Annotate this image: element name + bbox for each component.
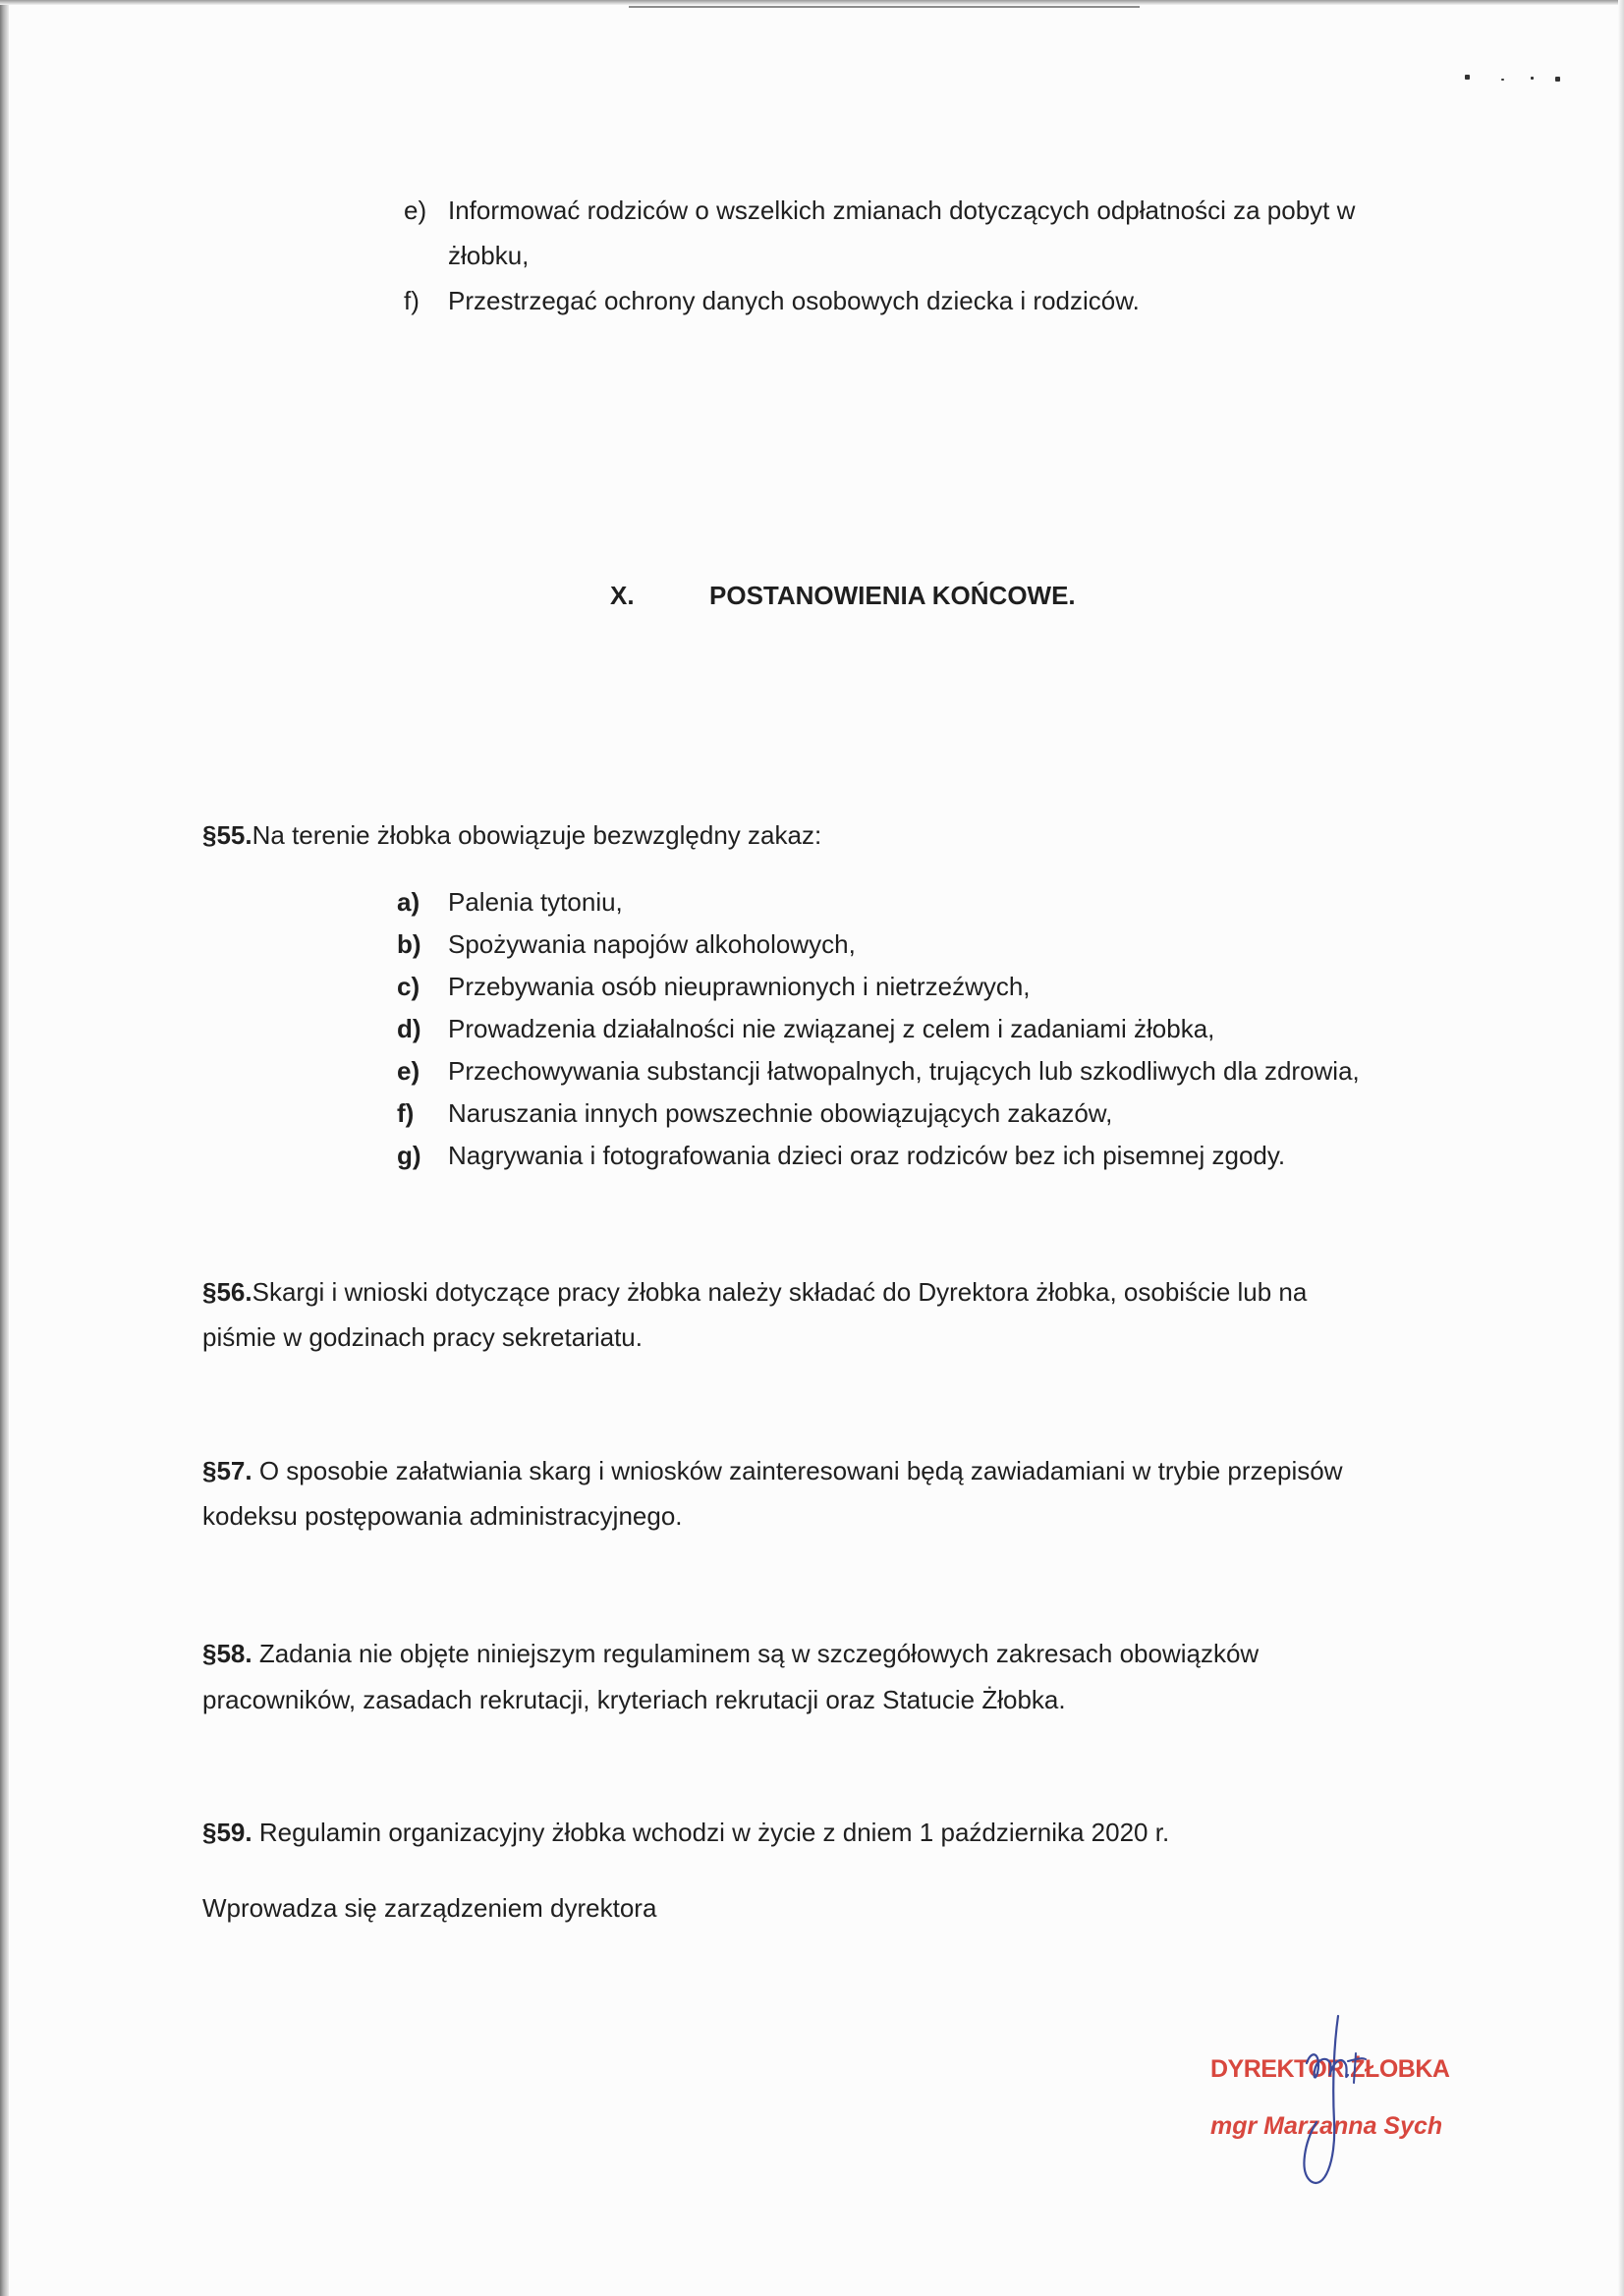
handwritten-signature — [1208, 2004, 1434, 2201]
paragraph-text: pracowników, zasadach rekrutacji, kryteriach rekrutacji oraz Statucie Żłobka. — [202, 1685, 1066, 1714]
list-item-text: Palenia tytoniu, — [448, 887, 623, 917]
paragraph-55-line — [202, 817, 821, 853]
list-marker: f) — [397, 1098, 415, 1128]
list-marker: b) — [397, 929, 421, 959]
paragraph-text: kodeksu postępowania administracyjnego. — [202, 1501, 683, 1531]
scan-line-top — [629, 6, 1140, 8]
paragraph-59-line — [202, 1815, 1169, 1850]
paragraph-text: Regulamin organizacyjny żłobka wchodzi w życie z dniem 1 października 2020 r. — [252, 1818, 1170, 1847]
paragraph-text: Zadania nie objęte niniejszym regulaminem są w szczegółowych zakresach obowiązków — [252, 1639, 1260, 1668]
paragraph-number: §59. — [202, 1818, 252, 1847]
scan-speck — [1555, 77, 1560, 82]
paragraph-text: Na terenie żłobka obowiązuje bezwzględny zakaz: — [252, 820, 822, 850]
paragraph-57-line — [202, 1453, 1342, 1488]
list-item-text: żłobku, — [448, 241, 530, 270]
list-item-text: Spożywania napojów alkoholowych, — [448, 929, 856, 959]
section-title: POSTANOWIENIA KOŃCOWE. — [709, 581, 1076, 610]
scan-speck — [1465, 75, 1470, 80]
list-marker: g) — [397, 1141, 421, 1170]
list-item-text: Naruszania innych powszechnie obowiązujących zakazów, — [448, 1098, 1113, 1128]
scan-edge-right — [1618, 0, 1624, 2296]
list-item-text: Przebywania osób nieuprawnionych i nietrzeźwych, — [448, 972, 1031, 1001]
paragraph-58-line — [202, 1636, 1259, 1671]
paragraph-number: §55. — [202, 820, 252, 850]
paragraph-text: O sposobie załatwiania skarg i wniosków zainteresowani będą zawiadamiani w trybie przepisów — [252, 1456, 1343, 1485]
scan-speck — [1501, 79, 1504, 81]
list-item-text: Informować rodziców o wszelkich zmianach dotyczących odpłatności za pobyt w — [448, 196, 1356, 225]
list-item-text: Przechowywania substancji łatwopalnych, trujących lub szkodliwych dla zdrowia, — [448, 1056, 1360, 1086]
list-item-text: Prowadzenia działalności nie związanej z celem i zadaniami żłobka, — [448, 1014, 1215, 1043]
section-number: X. — [610, 581, 635, 610]
list-marker: c) — [397, 972, 420, 1001]
paragraph-text: Skargi i wnioski dotyczące pracy żłobka należy składać do Dyrektora żłobka, osobiście lub na — [252, 1277, 1308, 1307]
list-marker: e) — [404, 196, 427, 225]
stamp-title: DYREKTOR ŻŁOBKA — [1210, 2055, 1450, 2083]
list-marker: e) — [397, 1056, 420, 1086]
paragraph-number: §57. — [202, 1456, 252, 1485]
list-item-text: Przestrzegać ochrony danych osobowych dziecka i rodziców. — [448, 286, 1140, 315]
scan-edge-top — [0, 0, 1624, 5]
paragraph-56-line — [202, 1274, 1307, 1310]
paragraph-number: §58. — [202, 1639, 252, 1668]
list-marker: f) — [404, 286, 420, 315]
paragraph-number: §56. — [202, 1277, 252, 1307]
scan-speck — [1531, 77, 1534, 80]
list-item-text: Nagrywania i fotografowania dzieci oraz rodziców bez ich pisemnej zgody. — [448, 1141, 1286, 1170]
stamp-name: mgr Marzanna Sych — [1210, 2112, 1443, 2140]
list-marker: a) — [397, 887, 420, 917]
scan-edge-left — [0, 0, 9, 2296]
closing-line: Wprowadza się zarządzeniem dyrektora — [202, 1893, 657, 1923]
list-marker: d) — [397, 1014, 421, 1043]
paragraph-text: piśmie w godzinach pracy sekretariatu. — [202, 1322, 643, 1352]
